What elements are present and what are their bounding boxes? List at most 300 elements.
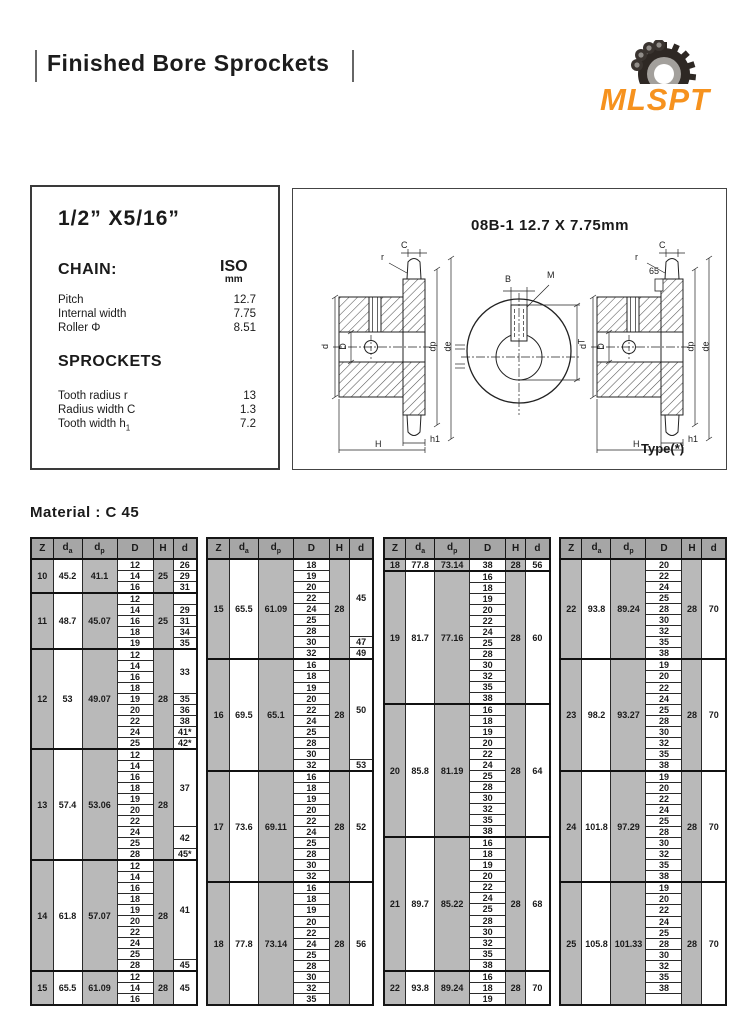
table-row (207, 882, 373, 894)
table-row (560, 559, 726, 571)
bore-dia-cell: 25 (646, 593, 682, 604)
column-header: $d_p$ (435, 538, 470, 559)
bore-dia-cell: 30 (293, 860, 329, 871)
bore-dia-cell: 24 (293, 604, 329, 615)
bore-dia-cell: 32 (293, 982, 329, 993)
column-header: d (349, 538, 373, 559)
outer-dia-cell: 53 (53, 649, 82, 749)
bore-dia-cell: 22 (117, 816, 153, 827)
dim-label-d: d (320, 343, 331, 350)
hub-dia-cell: 56 (526, 559, 550, 571)
bore-dia-cell: 20 (293, 582, 329, 593)
outer-dia-cell: 89.7 (406, 837, 435, 970)
bore-dia-cell: 22 (646, 905, 682, 916)
bore-dia-cell: 19 (646, 771, 682, 783)
table-row (31, 559, 197, 571)
bore-dia-cell: 18 (293, 782, 329, 793)
hub-dia-cell: 35 (173, 638, 197, 650)
spec-row-pitch: Pitch 12.7 (58, 294, 256, 306)
hub-dia-cell: 33 (173, 649, 197, 694)
sprocket-front-view (453, 269, 588, 424)
sprocket-section-view-right (578, 240, 724, 456)
bore-dia-cell: 32 (293, 648, 329, 660)
bore-dia-cell: 25 (117, 949, 153, 960)
teeth-count-cell: 25 (560, 882, 582, 1005)
bore-dia-cell: 24 (646, 805, 682, 816)
bore-dia-cell: 18 (117, 894, 153, 905)
bore-dia-cell: 19 (470, 594, 506, 605)
dim-label-angle: 65 (649, 266, 660, 276)
bore-dia-cell: 14 (117, 872, 153, 883)
bore-dia-cell: 14 (117, 761, 153, 772)
bore-dia-cell: 32 (646, 626, 682, 637)
bore-dia-cell: 20 (293, 693, 329, 704)
bore-dia-cell: 20 (470, 871, 506, 882)
bore-dia-cell: 22 (117, 927, 153, 938)
bore-dia-cell: 16 (117, 883, 153, 894)
dim-label-dp: dp (427, 341, 438, 352)
hub-dia-cell: 42* (173, 738, 197, 750)
bore-dia-cell: 19 (470, 993, 506, 1005)
column-header: Z (207, 538, 229, 559)
bore-dia-cell: 12 (117, 860, 153, 872)
teeth-count-cell: 22 (384, 971, 406, 1005)
teeth-count-cell: 22 (560, 559, 582, 659)
hub-dia-cell: 70 (526, 971, 550, 1005)
hub-dia-cell: 50 (349, 659, 373, 759)
table-row (31, 749, 197, 761)
pitch-dia-cell: 49.07 (82, 649, 117, 749)
bore-dia-cell: 22 (646, 793, 682, 804)
teeth-count-cell: 15 (207, 559, 229, 659)
bore-dia-cell: 18 (470, 583, 506, 594)
bore-dia-cell: 30 (470, 926, 506, 937)
bore-dia-cell: 30 (293, 971, 329, 982)
bore-dia-cell: 28 (470, 782, 506, 793)
chain-heading: CHAIN: (58, 261, 117, 278)
hub-dia-cell: 56 (349, 882, 373, 1005)
bore-dia-cell: 28 (646, 938, 682, 949)
bore-dia-cell: 25 (646, 704, 682, 715)
outer-dia-cell: 77.8 (406, 559, 435, 571)
title-right-rule (352, 50, 354, 82)
bore-dia-cell: 35 (470, 815, 506, 826)
table-row (384, 837, 550, 849)
bore-dia-cell: 30 (646, 615, 682, 626)
bore-dia-cell: 22 (470, 749, 506, 760)
bore-dia-cell: 16 (470, 971, 506, 983)
bore-dia-cell: 18 (293, 559, 329, 571)
dim-label-d: d (578, 343, 589, 350)
bore-dia-cell: 30 (646, 949, 682, 960)
bore-dia-cell: 38 (470, 959, 506, 971)
bore-dia-cell: 32 (646, 737, 682, 748)
teeth-count-cell: 15 (31, 971, 53, 1005)
hub-width-cell: 28 (153, 860, 173, 971)
outer-dia-cell: 69.5 (229, 659, 258, 770)
table-row (384, 704, 550, 716)
hub-dia-cell: 36 (173, 705, 197, 716)
hub-width-cell: 28 (329, 771, 349, 882)
hub-width-cell: 28 (329, 659, 349, 770)
column-header: Z (384, 538, 406, 559)
teeth-count-cell: 18 (384, 559, 406, 571)
bore-dia-cell: 25 (470, 771, 506, 782)
bore-dia-cell: 19 (117, 794, 153, 805)
bore-dia-cell: 20 (117, 705, 153, 716)
bore-dia-cell: 24 (117, 827, 153, 838)
hub-dia-cell: 26 (173, 559, 197, 571)
column-header: d (526, 538, 550, 559)
outer-dia-cell: 93.8 (582, 559, 611, 659)
column-header: D (470, 538, 506, 559)
bore-dia-cell: 38 (646, 982, 682, 993)
bore-dia-cell: 18 (470, 716, 506, 727)
column-header: $d_p$ (611, 538, 646, 559)
hub-dia-cell: 45 (173, 971, 197, 1005)
table-row (384, 571, 550, 583)
spec-row-tooth-radius: Tooth radius r 13 (58, 390, 256, 402)
bore-dia-cell: 20 (293, 916, 329, 927)
hub-width-cell: 28 (682, 771, 702, 882)
bore-dia-cell: 12 (117, 749, 153, 761)
bore-dia-cell: 16 (117, 994, 153, 1006)
bore-dia-cell: 25 (470, 904, 506, 915)
bore-dia-cell: 22 (646, 571, 682, 582)
bore-dia-cell: 12 (117, 971, 153, 983)
iso-unit-label: ISO mm (220, 258, 248, 285)
outer-dia-cell: 77.8 (229, 882, 258, 1005)
bore-dia-cell: 19 (117, 905, 153, 916)
table-row (384, 971, 550, 983)
bore-dia-cell: 18 (117, 627, 153, 638)
table-row (560, 659, 726, 671)
hub-dia-cell: 41 (173, 860, 197, 960)
dim-label-de: de (442, 341, 453, 352)
bore-dia-cell: 24 (117, 727, 153, 738)
dim-label-h1: h1 (430, 434, 441, 444)
chain-size-title: 1/2” X5/16” (58, 207, 180, 230)
bore-dia-cell: 30 (293, 637, 329, 648)
bore-dia-cell: 24 (470, 627, 506, 638)
outer-dia-cell: 73.6 (229, 771, 258, 882)
title-left-rule (35, 50, 37, 82)
column-header: $d_p$ (258, 538, 293, 559)
bore-dia-cell: 16 (470, 837, 506, 849)
hub-width-cell: 28 (153, 649, 173, 749)
bore-dia-cell: 22 (470, 616, 506, 627)
bore-dia-cell (646, 993, 682, 1005)
bore-dia-cell: 30 (646, 838, 682, 849)
column-header: d (173, 538, 197, 559)
bore-dia-cell: 28 (293, 626, 329, 637)
bore-dia-cell: 24 (646, 693, 682, 704)
bore-dia-cell: 19 (470, 860, 506, 871)
teeth-count-cell: 24 (560, 771, 582, 882)
brand-name: MLSPT (600, 82, 711, 117)
bore-dia-cell: 19 (470, 727, 506, 738)
hub-dia-cell: 45 (349, 559, 373, 637)
pitch-dia-cell: 61.09 (258, 559, 293, 659)
bore-dia-cell: 38 (646, 871, 682, 883)
tables-row (30, 537, 727, 1006)
column-header: H (506, 538, 526, 559)
spec-row-tooth-width: Tooth width $h_1$ 7.2 (58, 418, 256, 433)
dim-label-C: C (659, 240, 666, 250)
bore-dia-cell: 38 (470, 826, 506, 838)
dim-label-M: M (547, 270, 555, 280)
bore-dia-cell: 14 (117, 571, 153, 582)
hub-dia-cell: 45* (173, 849, 197, 861)
bore-dia-cell: 28 (117, 849, 153, 861)
bore-dia-cell: 19 (293, 793, 329, 804)
bore-dia-cell: 12 (117, 649, 153, 661)
bore-dia-cell: 20 (470, 605, 506, 616)
pitch-dia-cell: 85.22 (435, 837, 470, 970)
teeth-count-cell: 12 (31, 649, 53, 749)
hub-width-cell: 28 (506, 837, 526, 970)
bore-dia-cell: 28 (470, 649, 506, 660)
bore-dia-cell: 22 (293, 593, 329, 604)
bore-dia-cell: 28 (646, 827, 682, 838)
column-header: H (329, 538, 349, 559)
column-header: $d_p$ (82, 538, 117, 559)
chain-spec-panel (30, 185, 280, 470)
outer-dia-cell: 65.5 (229, 559, 258, 659)
bore-dia-cell: 22 (646, 682, 682, 693)
hub-dia-cell: 29 (173, 571, 197, 582)
hub-dia-cell: 49 (349, 648, 373, 660)
pitch-dia-cell: 45.07 (82, 593, 117, 649)
bore-dia-cell: 32 (646, 849, 682, 860)
bore-dia-cell: 20 (293, 805, 329, 816)
hub-dia-cell: 70 (702, 559, 726, 659)
outer-dia-cell: 93.8 (406, 971, 435, 1005)
outer-dia-cell: 57.4 (53, 749, 82, 860)
dim-label-D: D (337, 343, 348, 350)
outer-dia-cell: 85.8 (406, 704, 435, 837)
sprocket-table-1 (30, 537, 198, 1006)
bore-dia-cell: 14 (117, 983, 153, 994)
bore-dia-cell: 32 (470, 804, 506, 815)
table-row (31, 649, 197, 661)
bore-dia-cell: 22 (470, 882, 506, 893)
bore-dia-cell: 25 (293, 615, 329, 626)
hub-dia-cell (173, 593, 197, 605)
type-caption: Type(*) (641, 441, 685, 456)
bore-dia-cell: 20 (117, 916, 153, 927)
pitch-dia-cell: 89.24 (611, 559, 646, 659)
bore-dia-cell: 35 (293, 993, 329, 1005)
outer-dia-cell: 48.7 (53, 593, 82, 649)
outer-dia-cell: 61.8 (53, 860, 82, 971)
bore-dia-cell: 25 (646, 927, 682, 938)
bore-dia-cell: 18 (470, 849, 506, 860)
column-header: D (646, 538, 682, 559)
hub-dia-cell: 29 (173, 605, 197, 616)
bore-dia-cell: 22 (117, 716, 153, 727)
spec-row-radius-width: Radius width C 1.3 (58, 404, 256, 416)
bore-dia-cell: 32 (646, 960, 682, 971)
bore-dia-cell: 20 (646, 782, 682, 793)
bore-dia-cell: 16 (293, 659, 329, 671)
dim-label-dp: dp (685, 341, 696, 352)
teeth-count-cell: 23 (560, 659, 582, 770)
bore-dia-cell: 35 (646, 748, 682, 759)
teeth-count-cell: 20 (384, 704, 406, 837)
bore-dia-cell: 16 (470, 704, 506, 716)
bore-dia-cell: 18 (117, 683, 153, 694)
bore-dia-cell: 30 (470, 793, 506, 804)
hub-dia-cell: 52 (349, 771, 373, 882)
bore-dia-cell: 16 (117, 582, 153, 594)
hub-width-cell: 25 (153, 559, 173, 593)
hub-width-cell: 28 (682, 559, 702, 659)
sprocket-table-4 (559, 537, 727, 1006)
teeth-count-cell: 14 (31, 860, 53, 971)
bore-dia-cell: 35 (646, 637, 682, 648)
hub-dia-cell: 70 (702, 659, 726, 770)
column-header: H (153, 538, 173, 559)
bore-dia-cell: 22 (293, 704, 329, 715)
bore-dia-cell: 19 (293, 571, 329, 582)
hub-width-cell: 28 (682, 659, 702, 770)
dim-label-de: de (700, 341, 711, 352)
teeth-count-cell: 11 (31, 593, 53, 649)
bore-dia-cell: 22 (293, 816, 329, 827)
hub-width-cell: 28 (506, 571, 526, 704)
teeth-count-cell: 10 (31, 559, 53, 593)
bore-dia-cell: 38 (470, 693, 506, 705)
bore-dia-cell: 20 (117, 805, 153, 816)
hub-width-cell: 28 (506, 704, 526, 837)
bore-dia-cell: 20 (646, 894, 682, 905)
sprocket-section-view-left (320, 240, 466, 456)
column-header: $d_a$ (53, 538, 82, 559)
bore-dia-cell: 16 (117, 772, 153, 783)
bore-dia-cell: 16 (293, 882, 329, 894)
bore-dia-cell: 28 (293, 737, 329, 748)
bore-dia-cell: 18 (117, 783, 153, 794)
pitch-dia-cell: 73.14 (258, 882, 293, 1005)
column-header: H (682, 538, 702, 559)
technical-drawing-panel (292, 188, 727, 470)
table-row (207, 559, 373, 571)
material-label: Material : C 45 (30, 504, 140, 521)
pitch-dia-cell: 77.16 (435, 571, 470, 704)
teeth-count-cell: 19 (384, 571, 406, 704)
bore-dia-cell: 20 (470, 738, 506, 749)
bore-dia-cell: 18 (470, 982, 506, 993)
bore-dia-cell: 28 (293, 960, 329, 971)
bore-dia-cell: 25 (117, 738, 153, 750)
hub-dia-cell: 70 (702, 882, 726, 1005)
chain-spec-rows (58, 293, 256, 335)
bore-dia-cell: 38 (470, 559, 506, 571)
sprocket-spec-rows (58, 389, 256, 435)
hub-dia-cell: 34 (173, 627, 197, 638)
hub-dia-cell: 31 (173, 582, 197, 594)
hub-dia-cell: 37 (173, 749, 197, 827)
table-row (207, 659, 373, 671)
hub-width-cell: 28 (329, 559, 349, 659)
bore-dia-cell: 12 (117, 593, 153, 605)
dim-label-r: r (635, 252, 638, 262)
hub-dia-cell: 68 (526, 837, 550, 970)
hub-width-cell: 28 (506, 559, 526, 571)
hub-width-cell: 25 (153, 593, 173, 649)
bore-dia-cell: 25 (293, 726, 329, 737)
bore-dia-cell: 28 (646, 604, 682, 615)
bore-dia-cell: 35 (470, 948, 506, 959)
bore-dia-cell: 20 (646, 671, 682, 682)
hub-width-cell: 28 (153, 971, 173, 1005)
dim-label-h1: h1 (688, 434, 699, 444)
pitch-dia-cell: 89.24 (435, 971, 470, 1005)
bore-dia-cell: 19 (117, 638, 153, 650)
column-header: D (117, 538, 153, 559)
pitch-dia-cell: 81.19 (435, 704, 470, 837)
table-row (207, 771, 373, 783)
table-row (560, 771, 726, 783)
column-header: Z (31, 538, 53, 559)
bore-dia-cell: 32 (470, 937, 506, 948)
bore-dia-cell: 19 (293, 682, 329, 693)
hub-dia-cell: 35 (173, 694, 197, 705)
sprocket-table-2 (206, 537, 374, 1006)
outer-dia-cell: 45.2 (53, 559, 82, 593)
bore-dia-cell: 24 (470, 893, 506, 904)
outer-dia-cell: 81.7 (406, 571, 435, 704)
hub-width-cell: 28 (506, 971, 526, 1005)
bore-dia-cell: 16 (470, 571, 506, 583)
bore-dia-cell: 28 (293, 849, 329, 860)
column-header: d (702, 538, 726, 559)
dim-label-T: T (576, 338, 587, 345)
bore-dia-cell: 19 (293, 905, 329, 916)
hub-dia-cell: 45 (173, 960, 197, 972)
bore-dia-cell: 28 (470, 915, 506, 926)
bore-dia-cell: 35 (646, 971, 682, 982)
bore-dia-cell: 25 (117, 838, 153, 849)
pitch-dia-cell: 69.11 (258, 771, 293, 882)
spec-row-roller: Roller Φ 8.51 (58, 322, 256, 334)
hub-dia-cell: 60 (526, 571, 550, 704)
pitch-dia-cell: 93.27 (611, 659, 646, 770)
teeth-count-cell: 13 (31, 749, 53, 860)
bore-dia-cell: 19 (117, 694, 153, 705)
dim-label-D: D (595, 343, 606, 350)
pitch-dia-cell: 57.07 (82, 860, 117, 971)
table-row (31, 971, 197, 983)
bore-dia-cell: 24 (117, 938, 153, 949)
page-title: Finished Bore Sprockets (47, 50, 330, 76)
bore-dia-cell: 24 (293, 827, 329, 838)
bore-dia-cell: 14 (117, 605, 153, 616)
bore-dia-cell: 20 (646, 559, 682, 571)
bore-dia-cell: 32 (470, 671, 506, 682)
bore-dia-cell: 25 (293, 949, 329, 960)
column-header: $d_a$ (406, 538, 435, 559)
pitch-dia-cell: 41.1 (82, 559, 117, 593)
bore-dia-cell: 32 (293, 759, 329, 771)
bore-dia-cell: 30 (470, 660, 506, 671)
drawing-title: 08B-1 12.7 X 7.75mm (471, 217, 629, 234)
outer-dia-cell: 105.8 (582, 882, 611, 1005)
table-row (560, 882, 726, 894)
hub-dia-cell: 53 (349, 759, 373, 771)
spec-row-internal-width: Internal width 7.75 (58, 308, 256, 320)
